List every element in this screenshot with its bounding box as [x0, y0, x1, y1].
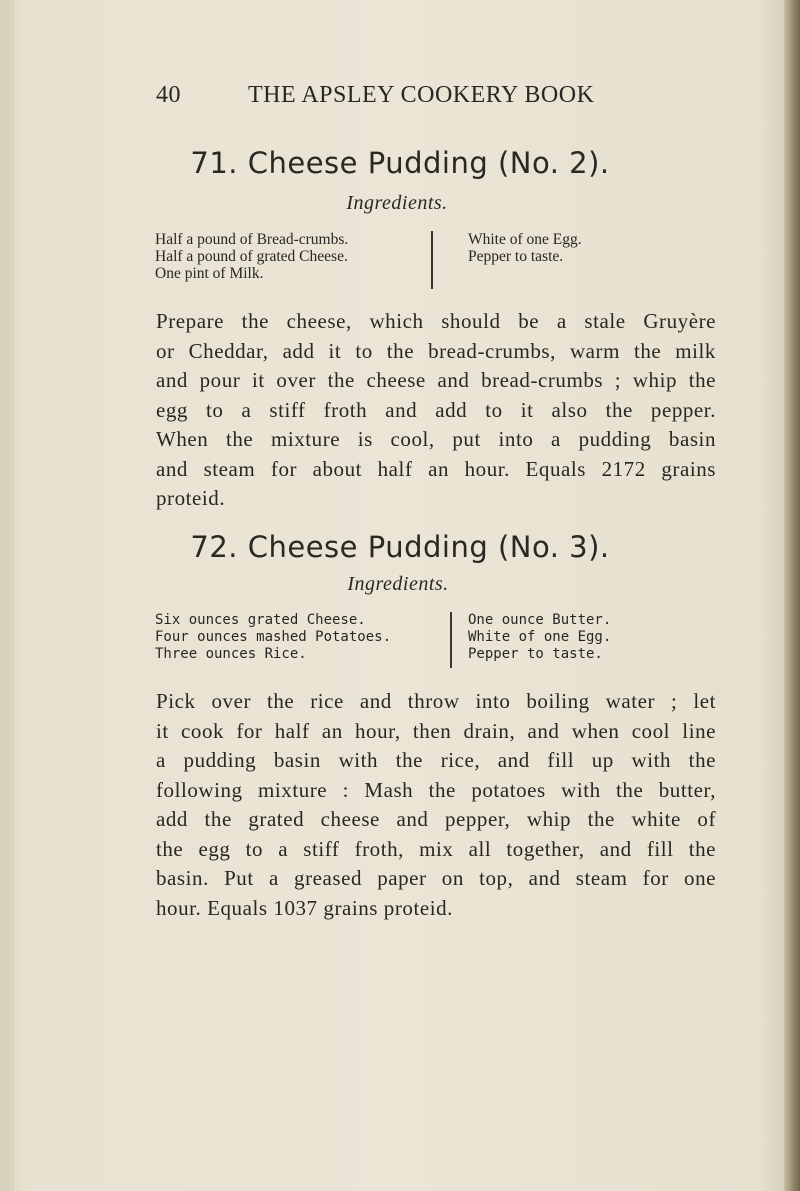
ingredients-left-column: [155, 231, 348, 282]
ingredient-item: Pepper to taste.: [468, 248, 564, 265]
ingredient-item: Half a pound of grated Cheese.: [155, 248, 348, 265]
page-number: 40: [156, 82, 181, 108]
ingredients-divider: [450, 612, 452, 668]
recipe-title: 71. Cheese Pudding (No. 2).: [190, 146, 610, 180]
method-line: it cook for half an hour, then drain, and when cool line: [156, 718, 716, 743]
method-line: Prepare the cheese, which should be a stale Gruyère: [156, 309, 716, 333]
ingredient-item: White of one Egg.: [468, 629, 612, 645]
ingredients-table: [155, 231, 675, 289]
page-header: [156, 82, 676, 122]
ingredient-item: Three ounces Rice.: [155, 646, 307, 662]
method-line: or Cheddar, add it to the bread-crumbs, warm the milk: [156, 338, 716, 363]
recipe-method: [156, 687, 716, 923]
recipe-title: 72. Cheese Pudding (No. 3).: [190, 530, 610, 564]
ingredient-item: Half a pound of Bread-crumbs.: [155, 231, 349, 248]
ingredients-right-column: [468, 612, 611, 663]
ingredient-item: Pepper to taste.: [468, 646, 603, 662]
ingredients-right-column: [468, 231, 582, 265]
ingredients-heading: Ingredients.: [347, 573, 449, 595]
ingredients-divider: [431, 231, 433, 289]
ingredient-item: One ounce Butter.: [468, 612, 612, 628]
method-line: and steam for about half an hour. Equals 2172 grains: [156, 456, 716, 481]
method-line: add the grated cheese and pepper, whip the white of: [156, 807, 716, 831]
method-line: and pour it over the cheese and bread-crumbs ; whip the: [156, 368, 716, 392]
ingredients-heading: Ingredients.: [346, 192, 448, 214]
recipe-method: [156, 307, 716, 514]
method-line: When the mixture is cool, put into a pudding basin: [156, 427, 716, 451]
ingredients-left-column: [155, 612, 391, 663]
ingredient-item: Six ounces grated Cheese.: [155, 612, 366, 628]
method-line: basin. Put a greased paper on top, and steam for one: [156, 866, 716, 890]
method-line: following mixture : Mash the potatoes with the butter,: [156, 777, 716, 802]
method-line: egg to a stiff froth and add to it also the pepper.: [156, 397, 716, 422]
ingredient-item: Four ounces mashed Potatoes.: [155, 629, 392, 645]
ingredient-item: White of one Egg.: [468, 231, 582, 248]
method-line: hour. Equals 1037 grains proteid.: [156, 895, 453, 920]
method-line: Pick over the rice and throw into boiling water ; let: [156, 689, 716, 713]
running-title: THE APSLEY COOKERY BOOK: [248, 82, 595, 108]
ingredient-item: One pint of Milk.: [155, 265, 264, 282]
ingredients-table: [155, 612, 675, 670]
method-line: the egg to a stiff froth, mix all together, and fill the: [156, 836, 716, 861]
method-line: a pudding basin with the rice, and fill up with the: [156, 748, 716, 772]
method-line: proteid.: [156, 486, 226, 510]
